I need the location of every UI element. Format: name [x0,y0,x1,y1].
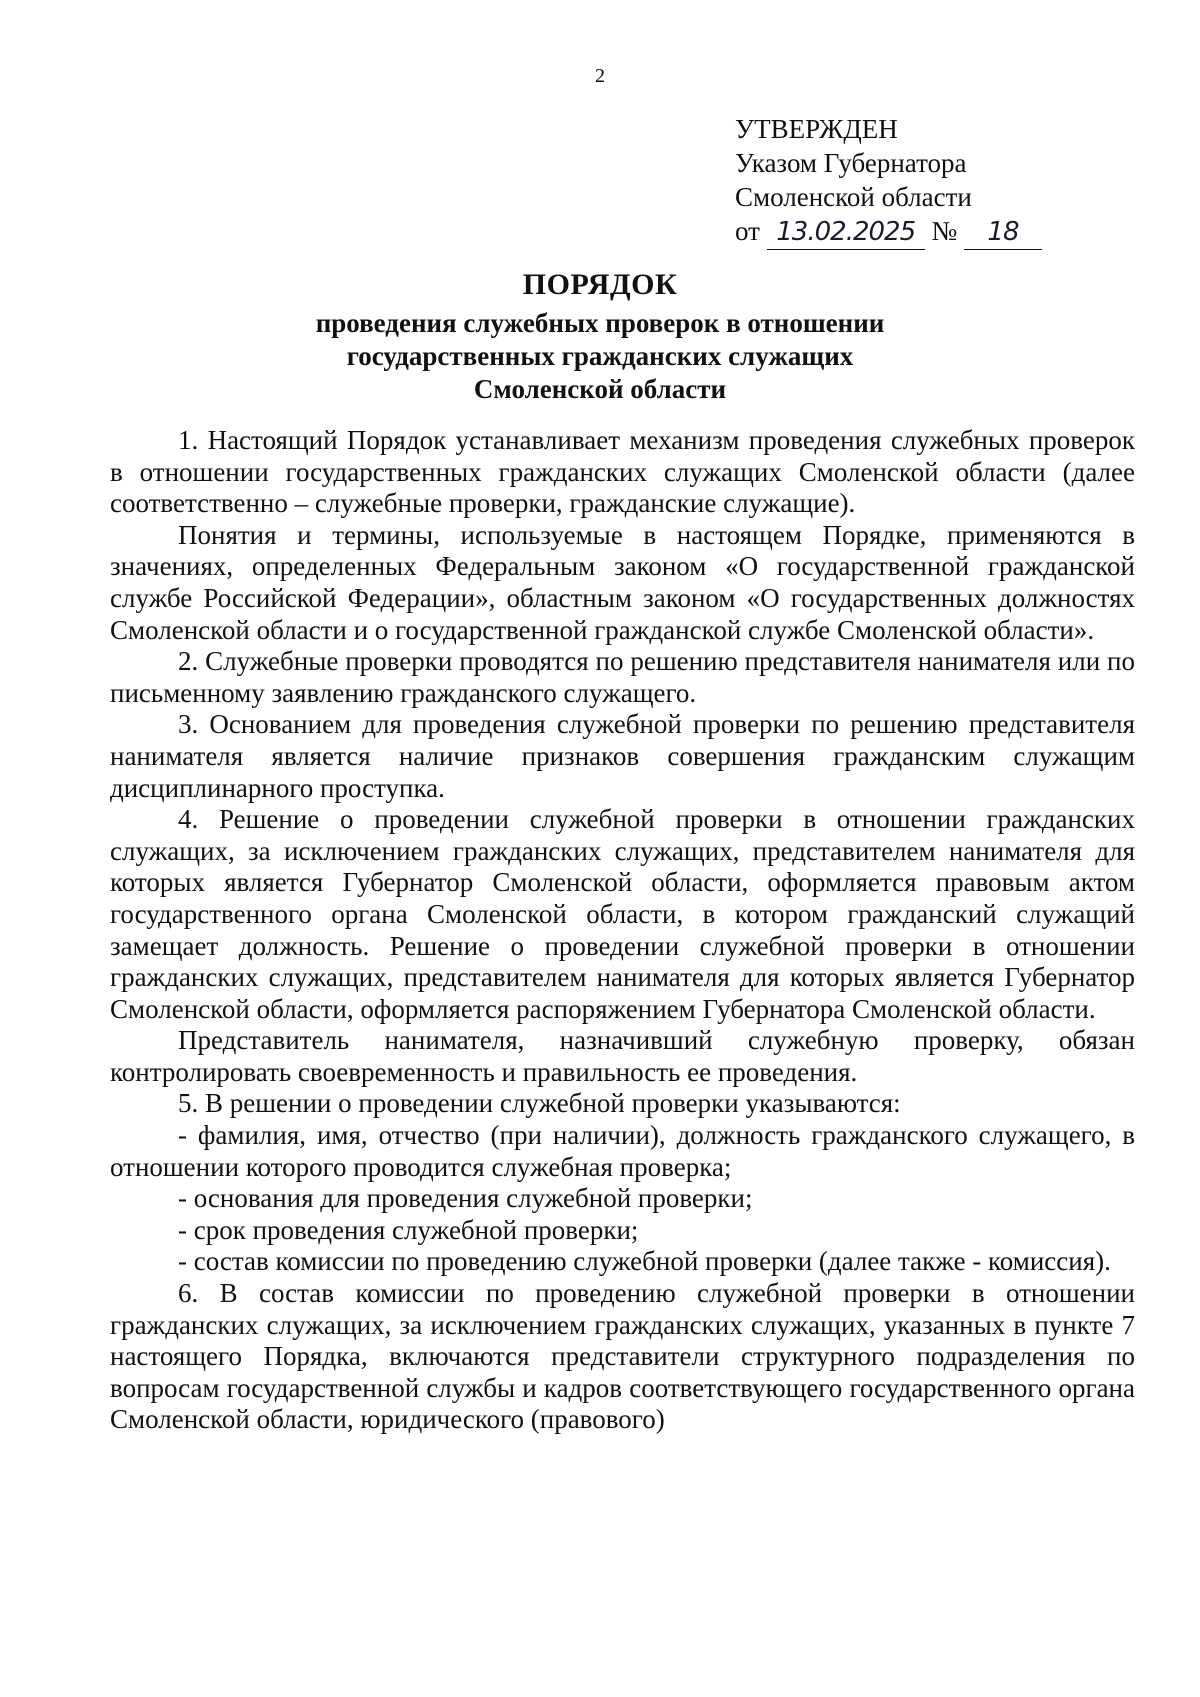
list-item-full-name: - фамилия, имя, отчество (при наличии), должность гражданского служащего, в отношении которого проводится служебная проверка; [110,1120,1135,1182]
document-subtitle-line-2: государственных гражданских служащих [346,341,854,371]
paragraph-4: 4. Решение о проведении служебной проверки в отношении гражданских служащих, за исключением гражданских служащих, представителем нанимателя для которых является Губернатор Смоленской области, оформляется правовым актом государственного органа Смоленской области, в котором гражданский служащий замещает должность. Решение о проведении служебной проверки в отношении гражданских служащих, представителем нанимателя для которых является Губернатор Смоленской области, оформляется распоряжением Губернатора Смоленской области. [110,804,1135,1024]
list-item-grounds: - основания для проведения служебной проверки; [178,1183,753,1214]
paragraph-6: 6. В состав комиссии по проведению служебной проверки в отношении гражданских служащих, за исключением гражданских служащих, указанных в пункте 7 настоящего Порядка, включаются представители структурного подразделения по вопросам государственной службы и кадров соответствующего государственного органа Смоленской области, юридического (правового) [110,1278,1135,1435]
approval-heading: УТВЕРЖДЕН [735,114,898,144]
list-item-term: - срок проведения служебной проверки; [178,1214,639,1245]
handwritten-number: 18 [964,215,1042,250]
paragraph-1: 1. Настоящий Порядок устанавливает механизм проведения служебных проверок в отношении государственных гражданских служащих Смоленской области (далее соответственно – служебные проверки, гражданские служащие). [110,425,1135,519]
paragraph-2: 2. Служебные проверки проводятся по решению представителя нанимателя или по письменному заявлению гражданского служащего. [110,646,1135,708]
handwritten-date: 13.02.2025 [767,215,925,250]
document-title: ПОРЯДОК [522,268,678,301]
date-prefix: от [735,216,760,246]
document-title-block [0,268,1200,406]
approval-date-line [735,214,1155,250]
document-subtitle-line-3: Смоленской области [473,374,727,404]
document-body [110,425,1135,1436]
paragraph-4-control: Представитель нанимателя, назначивший служебную проверку, обязан контролировать своевременность и правильность ее проведения. [110,1025,1135,1087]
approval-authority: Указом Губернатора [735,148,967,178]
approval-region: Смоленской области [735,182,972,212]
number-prefix: № [931,216,958,246]
paragraph-3: 3. Основанием для проведения служебной проверки по решению представителя нанимателя является наличие признаков совершения гражданским служащим дисциплинарного проступка. [110,709,1135,803]
paragraph-5: 5. В решении о проведении служебной проверки указываются: [178,1088,901,1119]
approval-stamp-block [735,112,1155,250]
list-item-commission: - состав комиссии по проведению служебной проверки (далее также - комиссия). [178,1246,1111,1277]
document-subtitle-line-1: проведения служебных проверок в отношении [315,308,885,338]
page-number: 2 [595,65,605,87]
paragraph-terms: Понятия и термины, используемые в настоящем Порядке, применяются в значениях, определенных Федеральным законом «О государственной гражданской службе Российской Федерации», областным законом «О государственных должностях Смоленской области и о государственной гражданской службе Смоленской области». [110,519,1135,645]
